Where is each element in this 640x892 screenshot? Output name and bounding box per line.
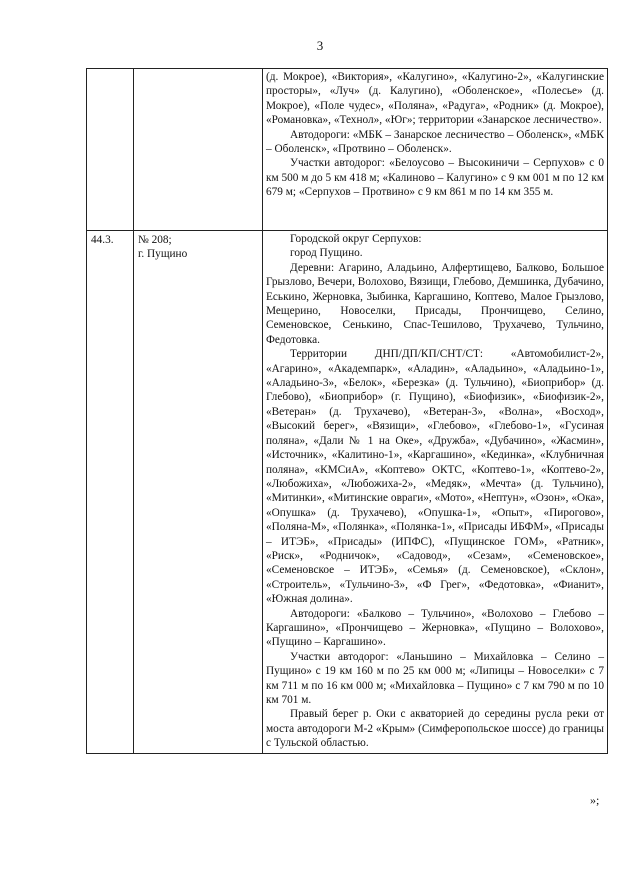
district-cell	[134, 231, 263, 754]
description-cell	[263, 69, 608, 231]
description-paragraph: Участки автодорог: «Ланьшино – Михайловка – Селино – Пущино» с 19 км 160 м по 25 км 000 м; «Липицы – Новоселки» с 7 км 711 м по 16 км 000 м; «Михайловка – Пущино» с 7 км 790 м по 10 км 701 м.	[266, 650, 604, 706]
page-number: 3	[316, 38, 324, 53]
row-number-cell: 44.3.	[87, 231, 134, 754]
description-paragraph: Автодороги: «МБК – Занарское лесничество – Оболенск», «МБК – Оболенск», «Протвино – Оболенск».	[266, 128, 604, 156]
description-cell	[263, 231, 608, 754]
table-row	[87, 231, 608, 754]
description-paragraph: (д. Мокрое), «Виктория», «Калугино», «Калугино-2», «Калугинские просторы», «Луч» (д. Калугино), «Оболенское», «Полесье» (д. Мокрое), «Поле чудес», «Поляна», «Радуга», «Родник» (д. Мокрое), «Романовка», «Технол», «Юг»; территории «Занарское лесничество».	[266, 71, 604, 127]
description-paragraph: Автодороги: «Балково – Тульчино», «Волохово – Глебово – Каргашино», «Прончищево – Жерновка», «Пущино – Волохово», «Пущино – Каргашино».	[266, 607, 604, 649]
description-paragraph: Территории ДНП/ДП/КП/СНТ/СТ: «Автомобилист-2», «Агарино», «Академпарк», «Аладин», «Аладьино», «Аладьино-1», «Аладьино-3», «Белок», «Березка» (д. Тульчино), «Биоприбор» (д. Глебово), «Биоприбор» (г. Пущино), «Биофизик», «Биофизик-2», «Ветеран» (д. Трухачево), «Ветеран-3», «Волна», «Восход», «Высокий берег», «Вязищи», «Глебово», «Глебово-1», «Гусиная поляна», «Дали № 1 на Оке», «Дружба», «Дубачино», «Жасмин», «Источник», «Калитино-1», «Каргашино», «Кединка», «Клубничная поляна», «КМСиА», «Коптево» ОКТС, «Коптево-1», «Коптево-2», «Любожиха», «Любожиха-2», «Медяк», «Мечта» (д. Тульчино), «Митинки», «Митинские овраги», «Мото», «Нептун», «Озон», «Ока», «Опушка» (д. Трухачево), «Опушка-1», «Опыт», «Пирогово», «Поляна-М», «Полянка», «Полянка-1», «Присады ИБФМ», «Присады – ИТЭБ», «Присады» (ИПФС), «Пущинское ГОМ», «Ратник», «Риск», «Родничок», «Садовод», «Сезам», «Семеновское», «Семеновское – ИТЭБ», «Семья» (д. Семеновское), «Склон», «Строитель», «Тульчино-3», «Ф Грег», «Федотовка», «Фианит», «Южная долина».	[266, 348, 604, 606]
description-paragraph: Городской округ Серпухов:	[290, 233, 422, 245]
table-row	[87, 69, 608, 231]
district-cell	[134, 69, 263, 231]
closing-quote-mark: »;	[590, 793, 600, 807]
districts-table	[86, 68, 608, 754]
description-paragraph: Деревни: Агарино, Аладьино, Алфертищево, Балково, Большое Грызлово, Вечери, Волохово, Вязищи, Глебово, Демшинка, Дубачино, Еськино, Жерновка, Зыбинка, Каргашино, Коптево, Малое Грызлово, Мещерино, Новоселки, Присады, Прончищево, Селино, Семеновское, Сенькино, Спас-Тешилово, Трухачево, Тульчино, Федотовка.	[266, 261, 604, 346]
description-paragraph: город Пущино.	[290, 247, 363, 260]
row-number-cell	[87, 69, 134, 231]
description-paragraph: Правый берег р. Оки с акваторией до середины русла реки от моста автодороги М-2 «Крым» (Симферопольское шоссе) до границы с Тульской областью.	[266, 708, 604, 750]
district-name: г. Пущино	[138, 248, 188, 261]
district-label: № 208;	[138, 234, 172, 246]
description-paragraph: Участки автодорог: «Белоусово – Высокиничи – Серпухов» с 0 км 500 м до 5 км 418 м; «Калиново – Калугино» с 9 км 001 м по 12 км 679 м; «Серпухов – Протвино» с 9 км 861 м по 14 км 355 м.	[266, 157, 604, 199]
